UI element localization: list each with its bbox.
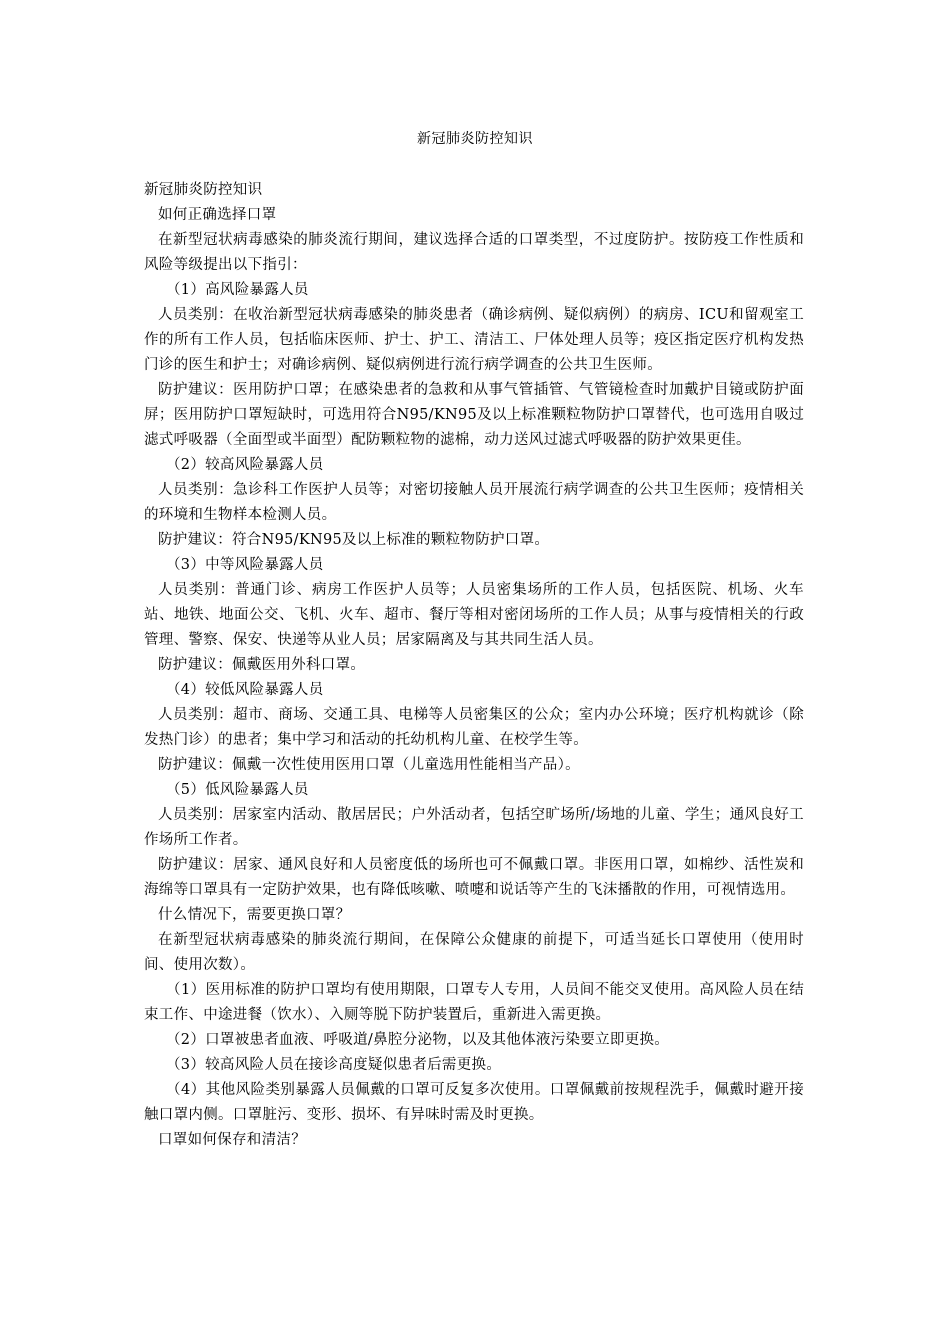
paragraph: 口罩如何保存和清洁？ — [158, 1132, 306, 1148]
paragraph: （3）较高风险人员在接诊高度疑似患者后需更换。 — [166, 1057, 502, 1073]
paragraph: （4）其他风险类别暴露人员佩戴的口罩可反复多次使用。口罩佩戴前按规程洗手，佩戴时避开接触口罩内侧。口罩脏污、变形、损坏、有异味时需及时更换。 — [144, 1082, 804, 1123]
paragraph: 防护建议：佩戴一次性使用医用口罩（儿童选用性能相当产品）。 — [158, 757, 580, 773]
paragraph: 如何正确选择口罩 — [158, 207, 277, 223]
paragraph: 防护建议：佩戴医用外科口罩。 — [158, 657, 366, 673]
document-body — [144, 178, 804, 1153]
paragraph: 防护建议：符合N95/KN95及以上标准的颗粒物防护口罩。 — [158, 532, 550, 548]
paragraph: （4）较低风险暴露人员 — [166, 682, 324, 698]
paragraph: 在新型冠状病毒感染的肺炎流行期间，在保障公众健康的前提下，可适当延长口罩使用（使用时间、使用次数）。 — [144, 932, 804, 973]
paragraph: （1）高风险暴露人员 — [166, 282, 309, 298]
paragraph: 新冠肺炎防控知识 — [144, 182, 263, 198]
paragraph: 人员类别：普通门诊、病房工作医护人员等；人员密集场所的工作人员，包括医院、机场、火车站、地铁、地面公交、飞机、火车、超市、餐厅等相对密闭场所的工作人员；从事与疫情相关的行政管理、警察、保安、快递等从业人员；居家隔离及与其共同生活人员。 — [144, 582, 804, 648]
paragraph: 人员类别：急诊科工作医护人员等；对密切接触人员开展流行病学调查的公共卫生医师；疫情相关的环境和生物样本检测人员。 — [144, 482, 804, 523]
paragraph: 防护建议：居家、通风良好和人员密度低的场所也可不佩戴口罩。非医用口罩，如棉纱、活性炭和海绵等口罩具有一定防护效果，也有降低咳嗽、喷嚏和说话等产生的飞沫播散的作用，可视情选用。 — [144, 857, 804, 898]
paragraph: （1）医用标准的防护口罩均有使用期限，口罩专人专用，人员间不能交叉使用。高风险人员在结束工作、中途进餐（饮水）、入厕等脱下防护装置后，重新进入需更换。 — [144, 982, 804, 1023]
paragraph: （2）口罩被患者血液、呼吸道/鼻腔分泌物，以及其他体液污染要立即更换。 — [166, 1032, 670, 1048]
paragraph: 防护建议：医用防护口罩；在感染患者的急救和从事气管插管、气管镜检查时加戴护目镜或防护面屏；医用防护口罩短缺时，可选用符合N95/KN95及以上标准颗粒物防护口罩替代，也可选用自吸过滤式呼吸器（全面型或半面型）配防颗粒物的滤棉，动力送风过滤式呼吸器的防护效果更佳。 — [144, 382, 804, 448]
page-title: 新冠肺炎防控知识 — [417, 131, 533, 147]
paragraph: （5）低风险暴露人员 — [166, 782, 309, 798]
paragraph: 人员类别：居家室内活动、散居居民；户外活动者，包括空旷场所/场地的儿童、学生；通风良好工作场所工作者。 — [144, 807, 804, 848]
paragraph: （2）较高风险暴露人员 — [166, 457, 324, 473]
paragraph: 人员类别：在收治新型冠状病毒感染的肺炎患者（确诊病例、疑似病例）的病房、ICU和留观室工作的所有工作人员，包括临床医师、护士、护工、清洁工、尸体处理人员等；疫区指定医疗机构发热门诊的医生和护士；对确诊病例、疑似病例进行流行病学调查的公共卫生医师。 — [144, 307, 804, 373]
paragraph: 什么情况下，需要更换口罩？ — [158, 907, 351, 923]
paragraph: （3）中等风险暴露人员 — [166, 557, 324, 573]
paragraph: 在新型冠状病毒感染的肺炎流行期间，建议选择合适的口罩类型，不过度防护。按防疫工作性质和风险等级提出以下指引： — [144, 232, 804, 273]
paragraph: 人员类别：超市、商场、交通工具、电梯等人员密集区的公众；室内办公环境；医疗机构就诊（除发热门诊）的患者；集中学习和活动的托幼机构儿童、在校学生等。 — [144, 707, 804, 748]
